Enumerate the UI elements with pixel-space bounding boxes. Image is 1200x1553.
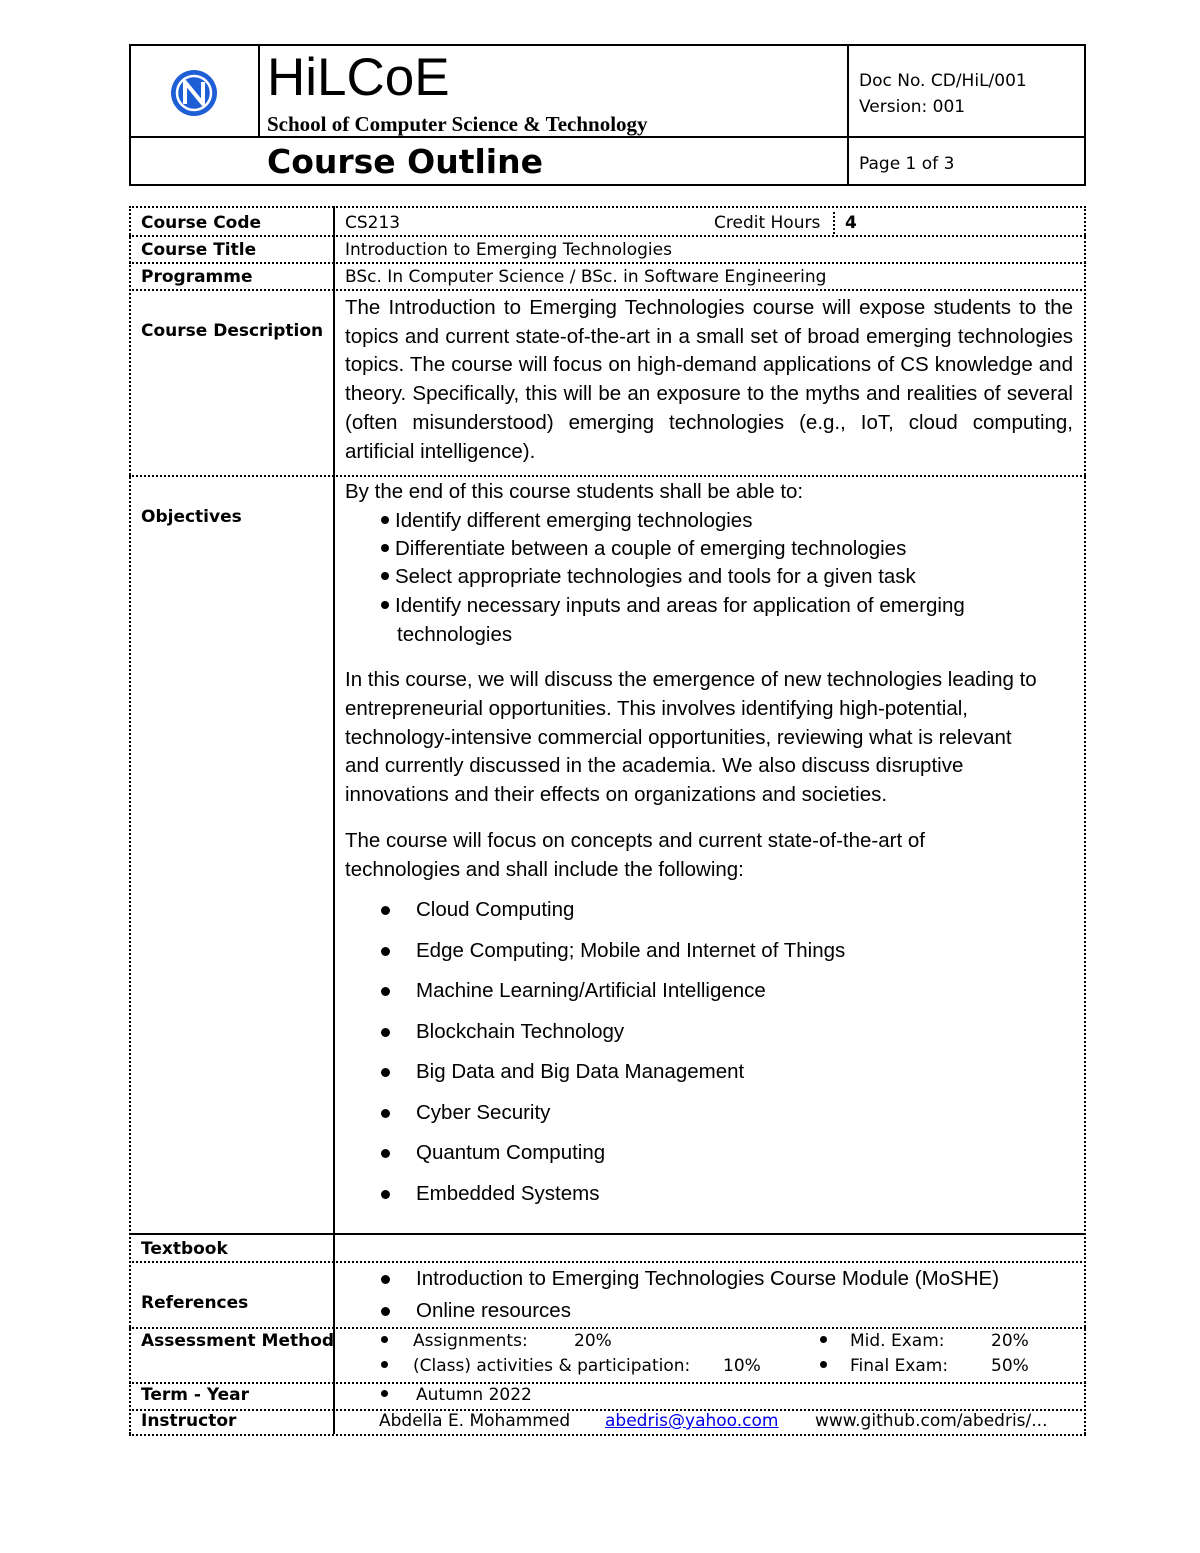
- school-name: School of Computer Science & Technology: [267, 112, 648, 136]
- assessment-method-label: Assessment Method: [141, 1331, 335, 1351]
- document-title: Course Outline: [267, 142, 543, 181]
- document-header: [129, 44, 1086, 186]
- header-divider: [131, 136, 1084, 138]
- bullet-icon: [381, 516, 389, 524]
- row-divider: [129, 1261, 1086, 1263]
- assessment-final-exam-weight: 50%: [991, 1356, 1029, 1376]
- assessment-final-exam-label: Final Exam:: [850, 1356, 949, 1376]
- objective-item-continuation: technologies: [397, 623, 513, 646]
- doc-number-block: [859, 68, 1027, 120]
- bullet-icon: [381, 1190, 390, 1199]
- column-divider: [129, 206, 131, 1434]
- programme-label: Programme: [141, 267, 253, 287]
- course-code-value: CS213: [345, 213, 401, 233]
- assessment-mid-exam-label: Mid. Exam:: [850, 1331, 945, 1351]
- column-divider: [833, 212, 835, 234]
- assessment-activities-label: (Class) activities & participation:: [413, 1356, 691, 1376]
- bullet-icon: [381, 1390, 388, 1397]
- bullet-icon: [381, 544, 389, 552]
- bullet-icon: [381, 1275, 390, 1284]
- bullet-icon: [381, 601, 389, 609]
- objectives-paragraph-2: The course will focus on concepts and current state-of-the-art of technologies and shall include the following:: [345, 829, 925, 881]
- course-description-label: Course Description: [141, 321, 324, 341]
- reference-item: Introduction to Emerging Technologies Course Module (MoSHE): [416, 1267, 1000, 1290]
- bullet-icon: [381, 1068, 390, 1077]
- objective-item: Identify necessary inputs and areas for application of emerging: [381, 592, 965, 620]
- column-divider: [333, 206, 335, 1434]
- assessment-assignments-label: Assignments:: [413, 1331, 528, 1351]
- row-divider: [129, 1233, 1086, 1235]
- objective-item: Select appropriate technologies and tools for a given task: [381, 563, 916, 591]
- course-title-value: Introduction to Emerging Technologies: [345, 240, 672, 260]
- bullet-icon: [820, 1361, 827, 1368]
- reference-item: Online resources: [416, 1299, 571, 1322]
- programme-value: BSc. In Computer Science / BSc. in Software Engineering: [345, 267, 827, 287]
- bullet-icon: [381, 1307, 390, 1316]
- instructor-github: www.github.com/abedris/...: [815, 1411, 1048, 1431]
- doc-number: Doc No. CD/HiL/001: [859, 71, 1027, 91]
- assessment-assignments-weight: 20%: [574, 1331, 612, 1351]
- column-divider: [1084, 206, 1086, 1434]
- credit-hours-value: 4: [845, 213, 857, 233]
- row-divider: [129, 206, 1086, 208]
- row-divider: [129, 1434, 1086, 1436]
- topic-item: Blockchain Technology: [416, 1020, 625, 1043]
- credit-hours-label: Credit Hours: [714, 213, 821, 233]
- hilcoe-logo-icon: [169, 68, 219, 118]
- instructor-email-link[interactable]: abedris@yahoo.com: [605, 1411, 779, 1431]
- bullet-icon: [381, 1028, 390, 1037]
- instructor-label: Instructor: [141, 1411, 237, 1431]
- row-divider: [129, 1327, 1086, 1329]
- bullet-icon: [381, 1109, 390, 1118]
- objectives-label: Objectives: [141, 507, 242, 527]
- objectives-paragraph-1: In this course, we will discuss the emergence of new technologies leading to entrepreneurial opportunities. This involves identifying high-potential, technology-intensive commercial opportunities, reviewing what is relevant and currently discussed in the academia. We also discuss disruptive innovations and their effects on organizations and societies.: [345, 668, 1037, 807]
- bullet-icon: [381, 1336, 388, 1343]
- course-outline-table: [129, 206, 1086, 1434]
- objective-item: Differentiate between a couple of emerging technologies: [381, 535, 906, 563]
- header-divider: [847, 46, 849, 186]
- bullet-icon: [381, 572, 389, 580]
- assessment-mid-exam-weight: 20%: [991, 1331, 1029, 1351]
- row-divider: [129, 262, 1086, 264]
- row-divider: [129, 1382, 1086, 1384]
- course-description-text: The Introduction to Emerging Technologies course will expose students to the topics and current state-of-the-art in a small set of broad emerging technologies topics. The course will focus on high-demand applications of CS knowledge and theory. Specifically, this will be an exposure to the myths and realities of several (often misunderstood) emerging technologies (e.g., IoT, cloud computing, artificial intelligence).: [345, 296, 1073, 463]
- bullet-icon: [381, 987, 390, 996]
- row-divider: [129, 235, 1086, 237]
- instructor-name: Abdella E. Mohammed: [379, 1411, 571, 1431]
- doc-version: Version: 001: [859, 97, 966, 117]
- bullet-icon: [820, 1336, 827, 1343]
- topic-item: Cloud Computing: [416, 898, 575, 921]
- header-divider: [258, 46, 260, 138]
- bullet-icon: [381, 1149, 390, 1158]
- brand-name: HiLCoE: [267, 48, 450, 107]
- course-title-label: Course Title: [141, 240, 257, 260]
- objectives-intro: By the end of this course students shall be able to:: [345, 480, 804, 503]
- row-divider: [129, 289, 1086, 291]
- bullet-icon: [381, 1361, 388, 1368]
- row-divider: [129, 475, 1086, 477]
- topic-item: Quantum Computing: [416, 1141, 606, 1164]
- term-year-label: Term - Year: [141, 1385, 249, 1405]
- textbook-label: Textbook: [141, 1239, 228, 1259]
- assessment-activities-weight: 10%: [723, 1356, 761, 1376]
- topic-item: Machine Learning/Artificial Intelligence: [416, 979, 766, 1002]
- bullet-icon: [381, 906, 390, 915]
- references-label: References: [141, 1293, 249, 1313]
- bullet-icon: [381, 947, 390, 956]
- topic-item: Big Data and Big Data Management: [416, 1060, 745, 1083]
- topic-item: Edge Computing; Mobile and Internet of Things: [416, 939, 846, 962]
- topic-item: Cyber Security: [416, 1101, 551, 1124]
- term-year-value: Autumn 2022: [416, 1385, 532, 1405]
- topic-item: Embedded Systems: [416, 1182, 600, 1205]
- course-code-label: Course Code: [141, 213, 262, 233]
- objective-item: Identify different emerging technologies: [381, 507, 752, 535]
- page-number: Page 1 of 3: [859, 154, 955, 174]
